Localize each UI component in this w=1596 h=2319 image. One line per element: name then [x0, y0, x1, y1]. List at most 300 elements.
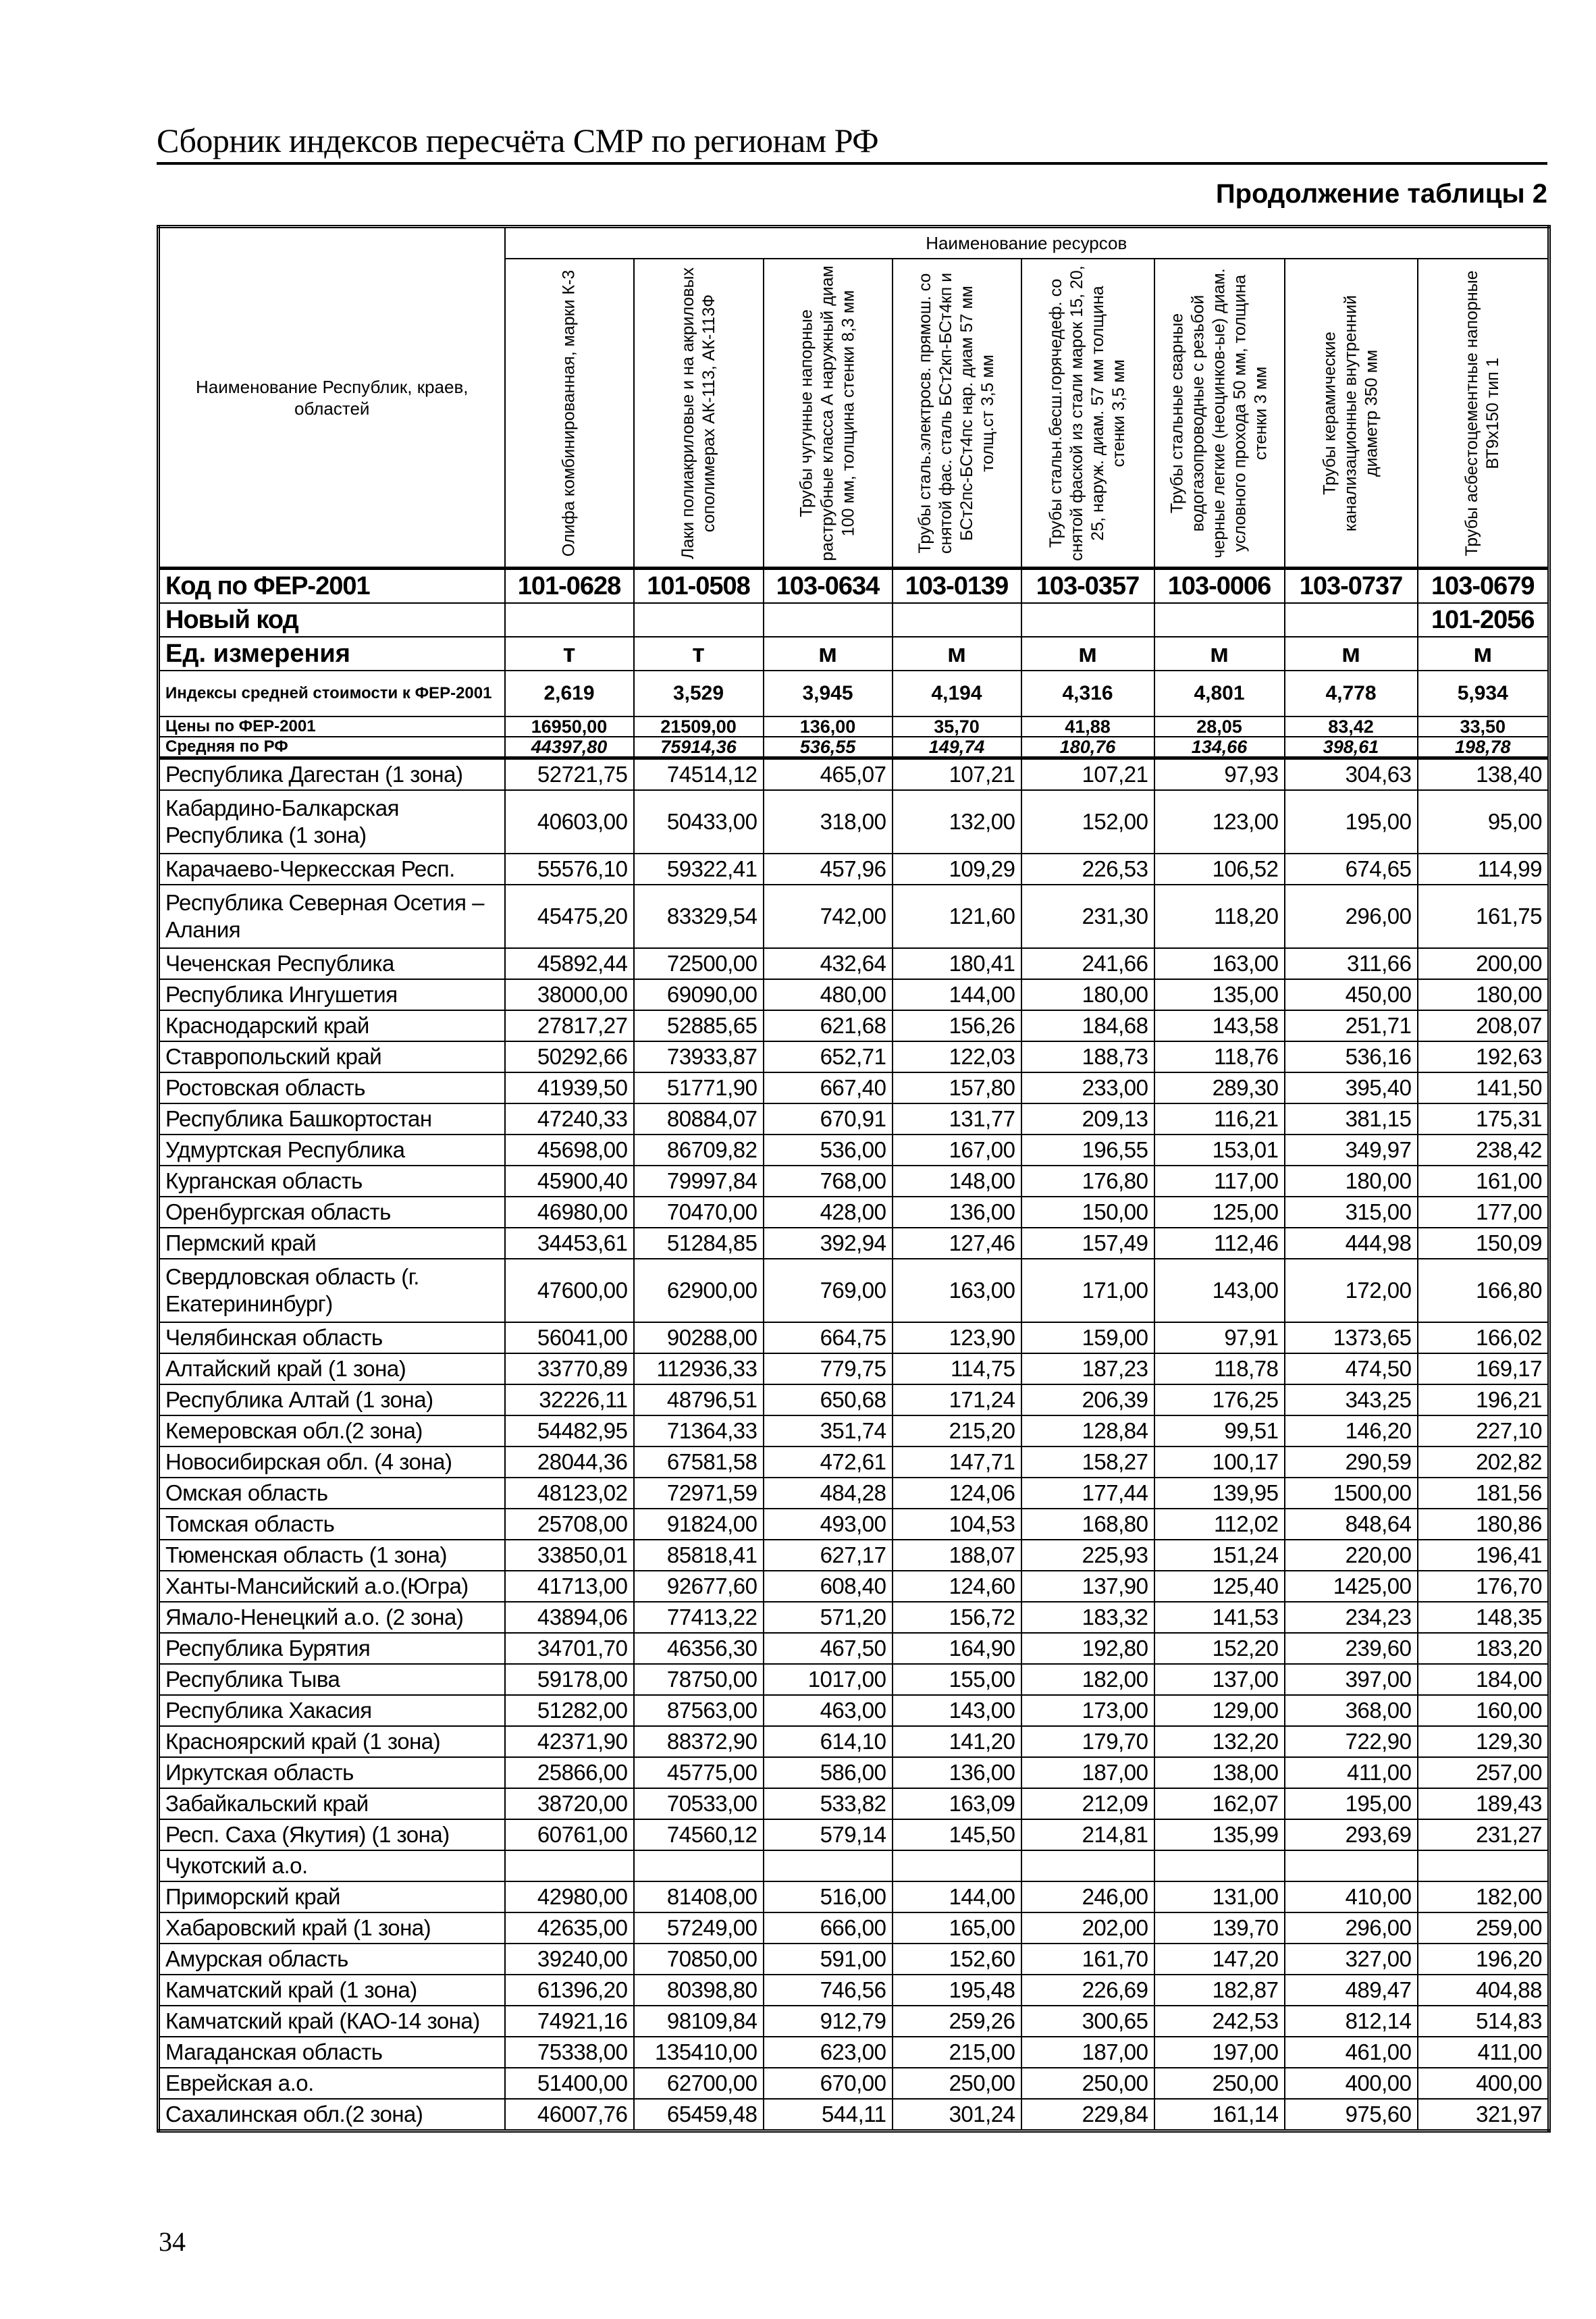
region-name: Камчатский край (1 зона)	[159, 1975, 505, 2006]
price-cell: 192,63	[1418, 1041, 1549, 1072]
price-cell: 467,50	[764, 1633, 893, 1664]
price-cell: 480,00	[764, 979, 893, 1010]
price-cell: 150,00	[1021, 1197, 1154, 1228]
table-row	[159, 1072, 1549, 1103]
price-cell: 38720,00	[505, 1788, 634, 1819]
price-cell: 746,56	[764, 1975, 893, 2006]
price-cell: 227,10	[1418, 1415, 1549, 1447]
price-cell: 202,82	[1418, 1447, 1549, 1478]
price-cell: 48123,02	[505, 1478, 634, 1509]
price-cell: 165,00	[893, 1912, 1021, 1944]
unit-value: м	[1154, 637, 1285, 671]
table-row	[159, 2006, 1549, 2037]
price-cell: 79997,84	[634, 1166, 764, 1197]
price-cell: 293,69	[1285, 1819, 1418, 1850]
price-cell: 202,00	[1021, 1912, 1154, 1944]
price-cell: 848,64	[1285, 1509, 1418, 1540]
price-cell: 45475,20	[505, 885, 634, 948]
row-label: Средняя по РФ	[159, 737, 505, 758]
price-cell: 315,00	[1285, 1197, 1418, 1228]
price-cell: 200,00	[1418, 948, 1549, 979]
price-cell: 1425,00	[1285, 1571, 1418, 1602]
price-cell: 141,53	[1154, 1602, 1285, 1633]
unit-row	[159, 637, 1549, 671]
new-code-value	[1021, 603, 1154, 637]
rf-average-value: 44397,80	[505, 737, 634, 758]
price-cell: 112936,33	[634, 1353, 764, 1384]
region-column-header: Наименование Республик, краев, областей	[159, 227, 505, 569]
price-cell: 59178,00	[505, 1664, 634, 1695]
price-cell: 177,00	[1418, 1197, 1549, 1228]
price-cell: 176,80	[1021, 1166, 1154, 1197]
price-cell: 327,00	[1285, 1944, 1418, 1975]
cost-index-value: 3,945	[764, 671, 893, 716]
price-cell: 231,27	[1418, 1819, 1549, 1850]
price-cell: 172,00	[1285, 1259, 1418, 1322]
price-cell: 125,00	[1154, 1197, 1285, 1228]
table-row	[159, 1788, 1549, 1819]
price-cell: 45892,44	[505, 948, 634, 979]
price-cell: 65459,48	[634, 2099, 764, 2131]
price-cell: 536,16	[1285, 1041, 1418, 1072]
price-cell: 34701,70	[505, 1633, 634, 1664]
price-cell	[1418, 1850, 1549, 1881]
price-cell: 163,00	[893, 1259, 1021, 1322]
price-cell: 208,07	[1418, 1010, 1549, 1041]
price-cell: 123,90	[893, 1322, 1021, 1353]
table-row	[159, 1166, 1549, 1197]
price-cell: 118,78	[1154, 1353, 1285, 1384]
price-cell: 145,50	[893, 1819, 1021, 1850]
region-name: Ханты-Мансийский а.о.(Югра)	[159, 1571, 505, 1602]
price-cell: 42371,90	[505, 1726, 634, 1757]
price-cell: 544,11	[764, 2099, 893, 2131]
price-cell: 160,00	[1418, 1695, 1549, 1726]
price-cell: 42980,00	[505, 1881, 634, 1912]
region-name: Курганская область	[159, 1166, 505, 1197]
price-cell: 47600,00	[505, 1259, 634, 1322]
price-cell: 150,09	[1418, 1228, 1549, 1259]
price-cell: 46007,76	[505, 2099, 634, 2131]
price-cell: 300,65	[1021, 2006, 1154, 2037]
region-name: Кемеровская обл.(2 зона)	[159, 1415, 505, 1447]
region-name: Алтайский край (1 зона)	[159, 1353, 505, 1384]
price-cell: 74921,16	[505, 2006, 634, 2037]
region-name: Хабаровский край (1 зона)	[159, 1912, 505, 1944]
price-cell: 177,44	[1021, 1478, 1154, 1509]
table-row	[159, 979, 1549, 1010]
price-cell: 129,30	[1418, 1726, 1549, 1757]
fer-code-value: 103-0357	[1021, 569, 1154, 604]
unit-value: м	[1021, 637, 1154, 671]
price-cell: 34453,61	[505, 1228, 634, 1259]
price-cell: 164,90	[893, 1633, 1021, 1664]
price-cell: 87563,00	[634, 1695, 764, 1726]
region-name: Красноярский край (1 зона)	[159, 1726, 505, 1757]
price-cell: 135,99	[1154, 1819, 1285, 1850]
table-row	[159, 1384, 1549, 1415]
price-cell	[1021, 1850, 1154, 1881]
rf-average-value: 398,61	[1285, 737, 1418, 758]
price-cell: 167,00	[893, 1135, 1021, 1166]
price-cell: 112,02	[1154, 1509, 1285, 1540]
rf-average-value: 198,78	[1418, 737, 1549, 758]
price-cell: 173,00	[1021, 1695, 1154, 1726]
region-name: Краснодарский край	[159, 1010, 505, 1041]
price-cell: 670,00	[764, 2068, 893, 2099]
region-name: Республика Северная Осетия – Алания	[159, 885, 505, 948]
price-cell: 45900,40	[505, 1166, 634, 1197]
price-cell: 296,00	[1285, 1912, 1418, 1944]
price-cell: 41713,00	[505, 1571, 634, 1602]
table-row	[159, 1695, 1549, 1726]
fer-code-value: 103-0737	[1285, 569, 1418, 604]
price-cell: 493,00	[764, 1509, 893, 1540]
region-name: Ямало-Ненецкий а.о. (2 зона)	[159, 1602, 505, 1633]
rf-average-value: 536,55	[764, 737, 893, 758]
price-cell: 650,68	[764, 1384, 893, 1415]
table-row	[159, 1135, 1549, 1166]
price-cell: 484,28	[764, 1478, 893, 1509]
price-cell: 536,00	[764, 1135, 893, 1166]
price-cell: 664,75	[764, 1322, 893, 1353]
fer-price-value: 83,42	[1285, 716, 1418, 737]
price-cell: 250,00	[1021, 2068, 1154, 2099]
table-row	[159, 1819, 1549, 1850]
price-cell: 114,75	[893, 1353, 1021, 1384]
price-cell: 166,02	[1418, 1322, 1549, 1353]
price-cell	[1285, 1850, 1418, 1881]
price-cell: 171,24	[893, 1384, 1021, 1415]
price-cell: 62900,00	[634, 1259, 764, 1322]
table-row	[159, 1912, 1549, 1944]
fer-code-value: 103-0139	[893, 569, 1021, 604]
price-cell: 533,82	[764, 1788, 893, 1819]
table-row	[159, 2037, 1549, 2068]
price-cell: 135410,00	[634, 2037, 764, 2068]
price-cell: 161,14	[1154, 2099, 1285, 2131]
row-label: Новый код	[159, 603, 505, 637]
price-cell: 514,83	[1418, 2006, 1549, 2037]
price-cell: 212,09	[1021, 1788, 1154, 1819]
price-cell: 187,00	[1021, 2037, 1154, 2068]
price-cell: 127,46	[893, 1228, 1021, 1259]
price-cell: 652,71	[764, 1041, 893, 1072]
resource-column-header	[893, 259, 1021, 569]
price-cell: 180,00	[1418, 979, 1549, 1010]
new-code-value	[764, 603, 893, 637]
price-cell: 28044,36	[505, 1447, 634, 1478]
price-cell: 45775,00	[634, 1757, 764, 1788]
region-name: Чукотский а.о.	[159, 1850, 505, 1881]
region-name: Омская область	[159, 1478, 505, 1509]
new-code-value	[634, 603, 764, 637]
price-cell: 183,32	[1021, 1602, 1154, 1633]
cost-index-value: 2,619	[505, 671, 634, 716]
price-cell: 214,81	[1021, 1819, 1154, 1850]
price-cell: 404,88	[1418, 1975, 1549, 2006]
fer-price-value: 35,70	[893, 716, 1021, 737]
price-cell: 220,00	[1285, 1540, 1418, 1571]
price-cell: 69090,00	[634, 979, 764, 1010]
price-cell: 176,70	[1418, 1571, 1549, 1602]
price-cell: 457,96	[764, 854, 893, 885]
resource-name: Трубы чугунные напорные раструбные класса А наружный диам 100 мм, толщина стенки 8,3 мм	[797, 265, 858, 561]
price-cell: 183,20	[1418, 1633, 1549, 1664]
price-cell: 206,39	[1021, 1384, 1154, 1415]
price-cell: 123,00	[1154, 790, 1285, 854]
unit-value: т	[634, 637, 764, 671]
fer-price-value: 16950,00	[505, 716, 634, 737]
price-cell: 182,87	[1154, 1975, 1285, 2006]
price-cell: 259,00	[1418, 1912, 1549, 1944]
region-name: Свердловская область (г. Екатерининбург)	[159, 1259, 505, 1322]
region-name: Новосибирская обл. (4 зона)	[159, 1447, 505, 1478]
price-cell: 444,98	[1285, 1228, 1418, 1259]
table-row	[159, 1726, 1549, 1757]
region-name: Республика Башкортостан	[159, 1103, 505, 1135]
fer-code-value: 103-0634	[764, 569, 893, 604]
cost-index-row	[159, 671, 1549, 716]
price-cell: 47240,33	[505, 1103, 634, 1135]
price-cell: 124,60	[893, 1571, 1021, 1602]
price-cell: 107,21	[1021, 758, 1154, 791]
price-cell: 52721,75	[505, 758, 634, 791]
price-cell: 97,91	[1154, 1322, 1285, 1353]
region-name: Ставропольский край	[159, 1041, 505, 1072]
table-row	[159, 1353, 1549, 1384]
price-cell: 182,00	[1021, 1664, 1154, 1695]
price-cell: 75338,00	[505, 2037, 634, 2068]
price-cell: 188,73	[1021, 1041, 1154, 1072]
price-cell: 239,60	[1285, 1633, 1418, 1664]
price-cell: 196,20	[1418, 1944, 1549, 1975]
table-row	[159, 1540, 1549, 1571]
price-cell: 608,40	[764, 1571, 893, 1602]
price-cell: 586,00	[764, 1757, 893, 1788]
price-cell: 41939,50	[505, 1072, 634, 1103]
region-name: Томская область	[159, 1509, 505, 1540]
price-cell: 32226,11	[505, 1384, 634, 1415]
price-cell: 95,00	[1418, 790, 1549, 854]
price-cell: 97,93	[1154, 758, 1285, 791]
price-cell: 83329,54	[634, 885, 764, 948]
resource-name: Трубы стальные сварные водогазопроводные с резьбой черные легкие (неоцинков-ые) диам. условного прохода 50 мм, толщина стенки 3 мм	[1167, 267, 1271, 558]
price-cell: 147,71	[893, 1447, 1021, 1478]
price-cell: 46980,00	[505, 1197, 634, 1228]
unit-value: м	[764, 637, 893, 671]
price-cell: 187,23	[1021, 1353, 1154, 1384]
table-row	[159, 1447, 1549, 1478]
region-name: Оренбургская область	[159, 1197, 505, 1228]
row-label: Ед. измерения	[159, 637, 505, 671]
price-cell: 151,24	[1154, 1540, 1285, 1571]
resource-column-header	[764, 259, 893, 569]
table-row	[159, 1103, 1549, 1135]
price-cell: 242,53	[1154, 2006, 1285, 2037]
region-name: Камчатский край (КАО-14 зона)	[159, 2006, 505, 2037]
price-cell: 98109,84	[634, 2006, 764, 2037]
price-cell: 472,61	[764, 1447, 893, 1478]
price-cell: 381,15	[1285, 1103, 1418, 1135]
price-cell: 57249,00	[634, 1912, 764, 1944]
price-cell: 122,03	[893, 1041, 1021, 1072]
price-cell: 56041,00	[505, 1322, 634, 1353]
price-cell: 80398,80	[634, 1975, 764, 2006]
price-cell: 132,20	[1154, 1726, 1285, 1757]
price-cell: 179,70	[1021, 1726, 1154, 1757]
table-row	[159, 1571, 1549, 1602]
price-cell: 259,26	[893, 2006, 1021, 2037]
price-cell: 225,93	[1021, 1540, 1154, 1571]
table-row	[159, 1228, 1549, 1259]
price-cell: 39240,00	[505, 1944, 634, 1975]
price-cell: 70533,00	[634, 1788, 764, 1819]
price-cell: 187,00	[1021, 1757, 1154, 1788]
rf-average-value: 134,66	[1154, 737, 1285, 758]
price-cell: 257,00	[1418, 1757, 1549, 1788]
region-name: Респ. Саха (Якутия) (1 зона)	[159, 1819, 505, 1850]
price-cell: 144,00	[893, 1881, 1021, 1912]
price-cell: 195,00	[1285, 1788, 1418, 1819]
price-cell: 975,60	[1285, 2099, 1418, 2131]
price-cell: 196,21	[1418, 1384, 1549, 1415]
price-cell: 135,00	[1154, 979, 1285, 1010]
price-cell: 131,77	[893, 1103, 1021, 1135]
price-cell: 25866,00	[505, 1757, 634, 1788]
price-cell: 395,40	[1285, 1072, 1418, 1103]
table-row	[159, 1881, 1549, 1912]
region-name: Республика Ингушетия	[159, 979, 505, 1010]
price-cell: 70470,00	[634, 1197, 764, 1228]
price-cell: 104,53	[893, 1509, 1021, 1540]
fer-price-row	[159, 716, 1549, 737]
price-cell: 161,00	[1418, 1166, 1549, 1197]
price-cell: 209,13	[1021, 1103, 1154, 1135]
price-cell: 73933,87	[634, 1041, 764, 1072]
price-cell: 157,49	[1021, 1228, 1154, 1259]
price-cell: 70850,00	[634, 1944, 764, 1975]
table-row	[159, 2068, 1549, 2099]
price-cell: 667,40	[764, 1072, 893, 1103]
page-title: Сборник индексов пересчёта СМР по регионам РФ	[157, 122, 879, 159]
fer-price-value: 33,50	[1418, 716, 1549, 737]
price-cell: 136,00	[893, 1197, 1021, 1228]
table-row	[159, 885, 1549, 948]
price-cell: 779,75	[764, 1353, 893, 1384]
price-cell: 674,65	[1285, 854, 1418, 885]
price-cell: 109,29	[893, 854, 1021, 885]
price-cell: 132,00	[893, 790, 1021, 854]
price-cell: 72971,59	[634, 1478, 764, 1509]
table-row	[159, 2099, 1549, 2131]
price-cell: 168,80	[1021, 1509, 1154, 1540]
resource-name: Трубы асбестоцементные напорные ВТ9х150 тип 1	[1462, 269, 1503, 556]
price-cell: 78750,00	[634, 1664, 764, 1695]
price-cell: 40603,00	[505, 790, 634, 854]
price-cell: 25708,00	[505, 1509, 634, 1540]
price-cell: 321,97	[1418, 2099, 1549, 2131]
region-name: Удмуртская Республика	[159, 1135, 505, 1166]
price-cell: 670,91	[764, 1103, 893, 1135]
region-name: Ростовская область	[159, 1072, 505, 1103]
price-cell: 311,66	[1285, 948, 1418, 979]
region-name: Амурская область	[159, 1944, 505, 1975]
table-row	[159, 1633, 1549, 1664]
price-cell	[764, 1850, 893, 1881]
price-cell: 60761,00	[505, 1819, 634, 1850]
price-cell: 27817,27	[505, 1010, 634, 1041]
price-cell: 197,00	[1154, 2037, 1285, 2068]
price-cell: 67581,58	[634, 1447, 764, 1478]
resource-name: Трубы керамические канализационные внутренний диаметр 350 мм	[1320, 294, 1381, 531]
price-cell: 50433,00	[634, 790, 764, 854]
price-cell: 128,84	[1021, 1415, 1154, 1447]
price-cell: 51284,85	[634, 1228, 764, 1259]
price-cell: 88372,90	[634, 1726, 764, 1757]
price-cell: 148,00	[893, 1166, 1021, 1197]
price-cell: 722,90	[1285, 1726, 1418, 1757]
price-cell: 139,70	[1154, 1912, 1285, 1944]
price-cell: 138,00	[1154, 1757, 1285, 1788]
price-cell: 99,51	[1154, 1415, 1285, 1447]
price-cell: 591,00	[764, 1944, 893, 1975]
new-code-value: 101-2056	[1418, 603, 1549, 637]
table-row	[159, 1415, 1549, 1447]
price-cell: 666,00	[764, 1912, 893, 1944]
price-cell: 812,14	[1285, 2006, 1418, 2037]
price-cell: 147,20	[1154, 1944, 1285, 1975]
price-cell: 166,80	[1418, 1259, 1549, 1322]
price-cell: 234,23	[1285, 1602, 1418, 1633]
fer-code-value: 101-0508	[634, 569, 764, 604]
price-cell: 180,86	[1418, 1509, 1549, 1540]
price-cell: 161,70	[1021, 1944, 1154, 1975]
price-cell: 250,00	[893, 2068, 1021, 2099]
region-name: Кабардино-Балкарская Республика (1 зона)	[159, 790, 505, 854]
price-cell: 59322,41	[634, 854, 764, 885]
table-row	[159, 948, 1549, 979]
price-cell: 136,00	[893, 1757, 1021, 1788]
price-cell: 175,31	[1418, 1103, 1549, 1135]
price-cell: 769,00	[764, 1259, 893, 1322]
page-number: 34	[159, 2226, 186, 2257]
price-cell: 117,00	[1154, 1166, 1285, 1197]
price-cell: 52885,65	[634, 1010, 764, 1041]
rf-average-row	[159, 737, 1549, 758]
price-cell: 33850,01	[505, 1540, 634, 1571]
price-cell: 77413,22	[634, 1602, 764, 1633]
table-row	[159, 1850, 1549, 1881]
unit-value: м	[893, 637, 1021, 671]
price-cell: 410,00	[1285, 1881, 1418, 1912]
table-row	[159, 1757, 1549, 1788]
price-cell: 289,30	[1154, 1072, 1285, 1103]
price-cell: 118,20	[1154, 885, 1285, 948]
price-cell: 231,30	[1021, 885, 1154, 948]
price-cell	[893, 1850, 1021, 1881]
fer-code-value: 103-0679	[1418, 569, 1549, 604]
price-cell: 400,00	[1418, 2068, 1549, 2099]
table-row	[159, 1322, 1549, 1353]
price-cell: 195,48	[893, 1975, 1021, 2006]
unit-value: м	[1285, 637, 1418, 671]
region-name: Еврейская а.о.	[159, 2068, 505, 2099]
price-cell: 161,75	[1418, 885, 1549, 948]
price-cell: 301,24	[893, 2099, 1021, 2131]
resource-column-header	[1021, 259, 1154, 569]
price-cell: 176,25	[1154, 1384, 1285, 1415]
